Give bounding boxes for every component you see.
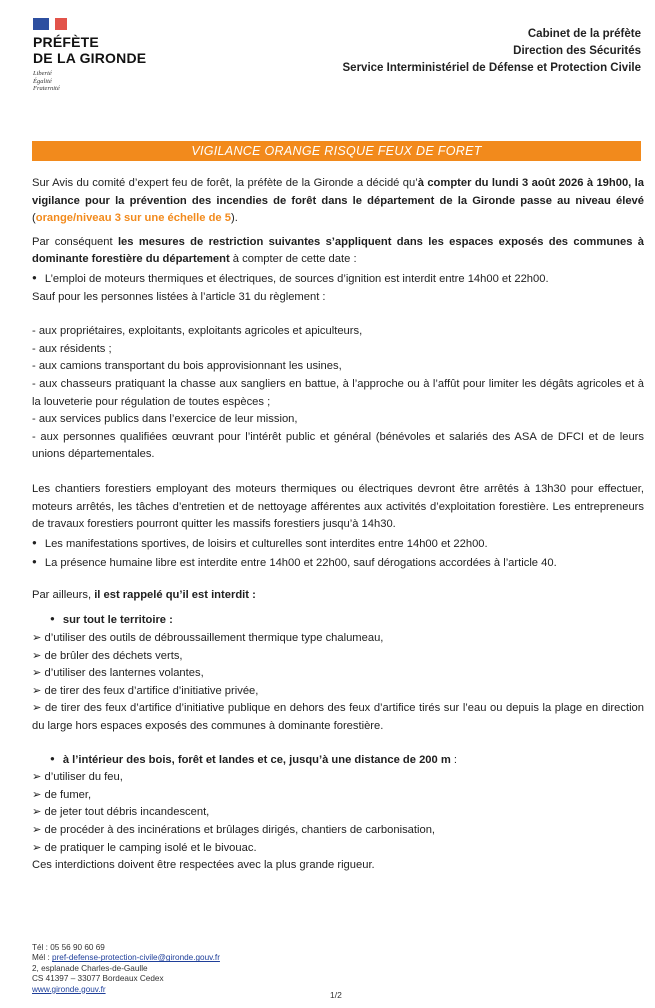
issuing-office [343,26,641,77]
intro-paren-open: ( [32,212,36,225]
vigilance-level: orange/niveau 3 sur une échelle de 5 [35,212,231,225]
bullet-icon: ● [50,753,55,763]
territory-item: ➢ d’utiliser des outils de débroussaillement thermique type chalumeau, [32,632,384,645]
forest-heading: ● à l’intérieur des bois, forêt et landes et ce, jusqu’à une distance de 200 m : [50,753,458,766]
vigilance-banner: VIGILANCE ORANGE RISQUE FEUX DE FORET [32,141,641,161]
exception-item: - aux services publics dans l’exercice de leur mission, [32,413,298,426]
motto-fraternite: Fraternité [33,85,60,92]
logo-line-1: PRÉFÈTE [33,34,99,50]
forest-item: ➢ de fumer, [32,788,92,801]
exception-item: - aux chasseurs pratiquant la chasse aux sangliers en battue, à l’approche ou à l’affût pour limiter les dégâts agricoles et à la louveterie pour régulation de toutes espèces ; [32,377,644,408]
address-line-1: 2, esplanade Charles-de-Gaulle [32,963,148,973]
consequence-paragraph [32,234,644,269]
contact-footer [32,943,220,995]
exception-item: - aux résidents ; [32,342,112,355]
consequence-bold: les mesures de restriction suivantes s’appliquent dans les espaces exposés des communes à dominante forestière du département [32,235,644,266]
territory-item: ➢ d’utiliser des lanternes volantes, [32,667,204,680]
exception-item: - aux personnes qualifiées œuvrant pour l’intérêt public et général (bénévoles et salariés des ASA de DFCI et de leurs unions départementales. [32,430,644,461]
document-body [32,175,644,875]
cabinet-line-3: Service Interministériel de Défense et Protection Civile [342,62,641,74]
forest-item: ➢ de procéder à des incinérations et brûlages dirigés, chantiers de carbonisation, [32,824,436,836]
phone-number: Tél : 05 56 90 60 69 [32,943,105,952]
website-line [32,985,220,995]
intro-paragraph [32,175,644,228]
territory-item: ➢ de tirer des feux d’artifice d’initiative privée, [32,684,259,697]
engine-ban-bullet: ● L’emploi de moteurs thermiques et électriques, de sources d’ignition est interdit entre 14h00 et 22h00. [32,272,549,285]
exception-intro: Sauf pour les personnes listées à l’article 31 du règlement : [32,290,326,303]
intro-paren-close: ). [230,212,238,225]
forest-item: ➢ de jeter tout débris incandescent, [32,806,210,819]
bullet-icon: ● [32,537,37,547]
motto-egalite: Égalité [33,77,52,85]
reminder-paragraph: Par ailleurs, il est rappelé qu’il est interdit : [32,588,256,601]
events-ban-bullet: ● Les manifestations sportives, de loisirs et culturelles sont interdites entre 14h00 et 22h00. [32,537,488,550]
email-link[interactable]: pref-defense-protection-civile@gironde.gouv.fr [52,953,220,963]
bullet-icon: ● [32,557,37,567]
website-link[interactable]: www.gironde.gouv.fr [32,984,106,994]
address-line-2: CS 41397 – 33077 Bordeaux Cedex [32,974,164,984]
motto-liberte: Liberté [33,70,52,77]
cabinet-line-2: Direction des Sécurités [513,45,641,57]
intro-bold: à compter du lundi 3 août 2026 à 19h00, la vigilance pour la prévention des incendies de forêt dans le département de la Gironde passe au niveau élevé [32,177,644,207]
logo-line-2: DE LA GIRONDE [33,50,147,66]
forest-item: ➢ de pratiquer le camping isolé et le bivouac. [32,841,257,854]
logo-title [33,34,183,66]
territory-item: ➢ de tirer des feux d’artifice d’initiative publique en dehors des feux d’artifice tirés sur l’eau ou depuis la plage en direction du large hors espaces exposés des communes à dominante forestière. [32,702,644,733]
consequence-tail: à compter de cette date : [229,253,357,266]
exception-item: - aux camions transportant du bois approvisionnant les usines, [32,360,342,373]
forestry-sites-paragraph: Les chantiers forestiers employant des moteurs thermiques ou électriques devront être arrêtés à 13h30 pour effectuer, moteurs arrêtés, les tâches d’entretien et de nettoyage afférentes aux activités d’exploitation forestière. Les entrepreneurs de travaux forestiers pourront quitter les massifs forestiers jusqu’à 14h30. [32,482,644,531]
reminder-bold: il est rappelé qu’il est interdit : [94,588,256,601]
intro-text: Sur Avis du comité d’expert feu de forêt, la préfète de la Gironde a décidé qu’ [32,177,418,189]
page-number: 1/2 [330,990,342,1000]
territory-heading: ● sur tout le territoire : [50,614,173,627]
prefecture-logo [33,18,183,93]
presence-ban-bullet: ● La présence humaine libre est interdite entre 14h00 et 22h00, sauf dérogations accordées à l’article 40. [32,557,557,570]
exception-item: - aux propriétaires, exploitants, exploitants agricoles et apiculteurs, [32,325,363,338]
cabinet-line-1: Cabinet de la préfète [527,28,641,40]
republic-motto [33,70,183,93]
bullet-icon: ● [32,272,37,282]
forest-item: ➢ d’utiliser du feu, [32,771,123,784]
closing-sentence: Ces interdictions doivent être respectées avec la plus grande rigueur. [32,859,375,872]
email-line: Mél : pref-defense-protection-civile@gironde.gouv.fr [32,953,220,963]
tricolor-flag-icon [33,18,67,30]
bullet-icon: ● [50,614,55,624]
territory-item: ➢ de brûler des déchets verts, [32,649,183,662]
consequence-text: Par conséquent [32,235,118,248]
